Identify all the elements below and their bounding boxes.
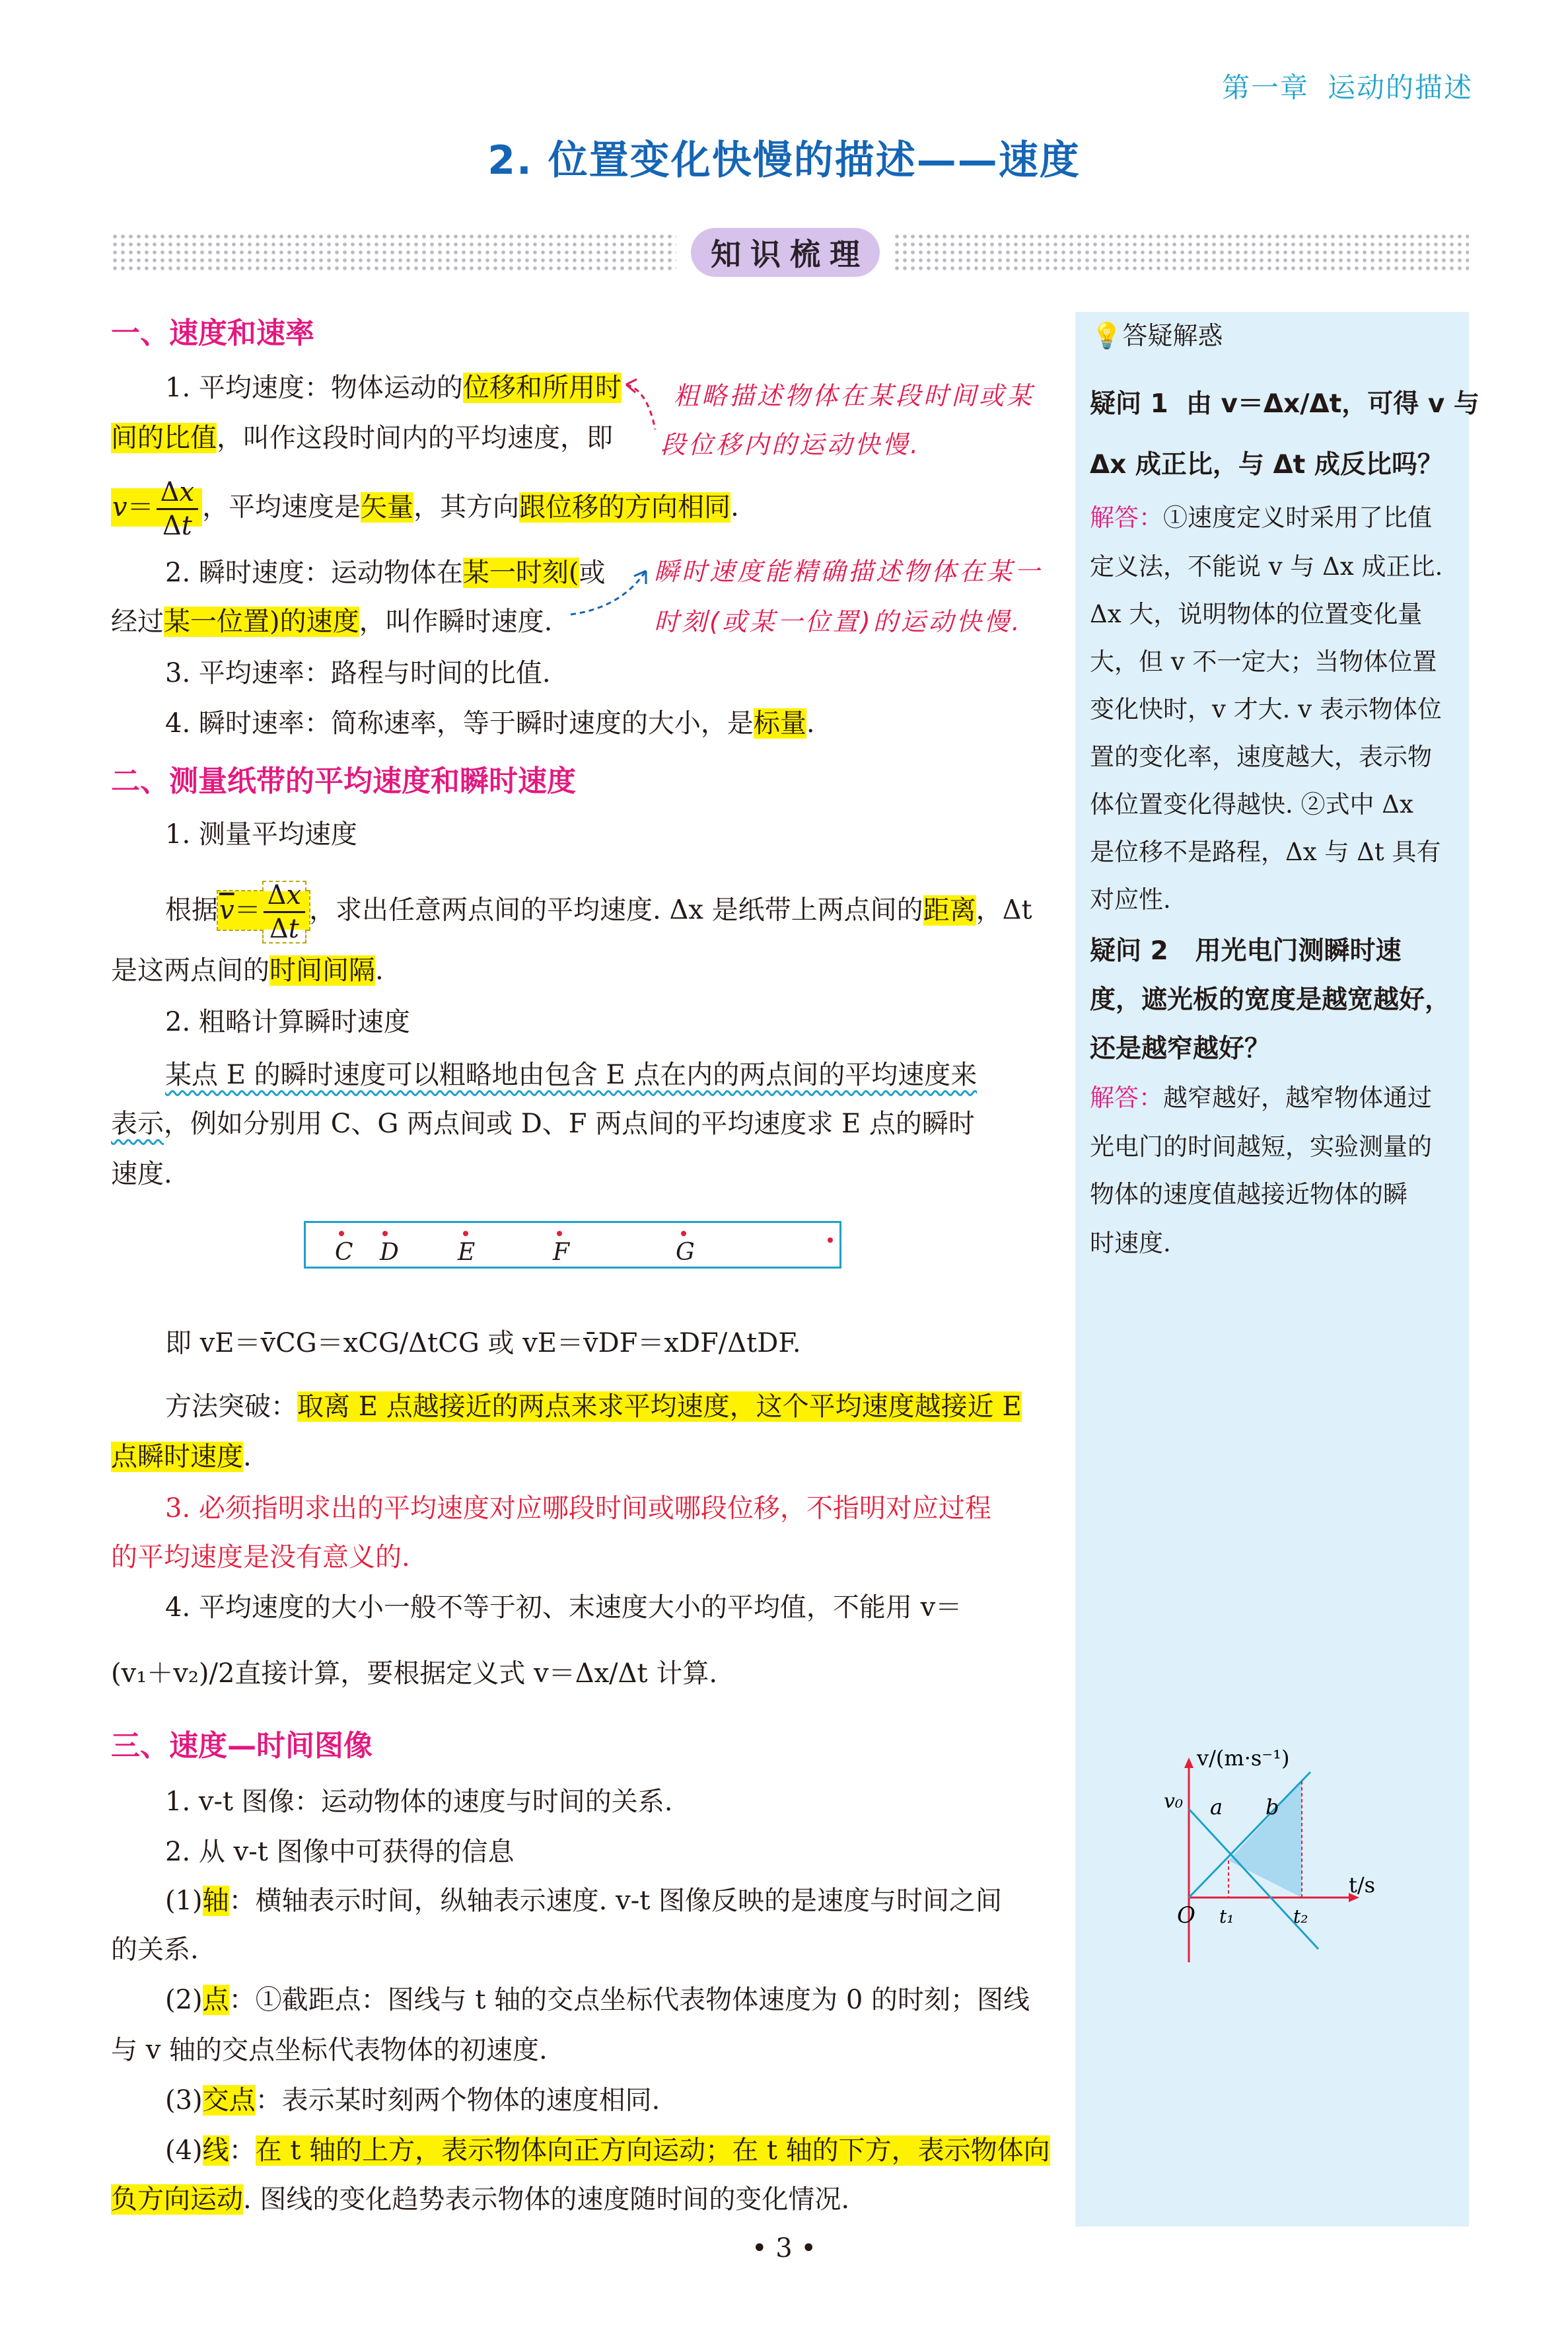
s1-line-6: 3. 平均速率：路程与时间的比值. bbox=[165, 658, 551, 688]
tape-label-F: F bbox=[553, 1239, 569, 1266]
s1-line-2: 间的比值，叫作这段时间内的平均速度，即 bbox=[111, 423, 613, 453]
t1-label: t₁ bbox=[1219, 1905, 1234, 1927]
answer-1-line: Δx 大，说明物体的位置变化量 bbox=[1090, 600, 1423, 628]
v0-label: v₀ bbox=[1164, 1790, 1183, 1813]
note-arrow-2 bbox=[568, 562, 660, 621]
answer-1-line: 变化快时，v 才大. v 表示物体位 bbox=[1090, 695, 1442, 723]
s2-method-line-2: 点瞬时速度. bbox=[111, 1442, 252, 1472]
page-number: • 3 • bbox=[751, 2233, 817, 2264]
sidebar-title: 💡答疑解惑 bbox=[1091, 321, 1223, 350]
v-axis-arrow bbox=[1184, 1757, 1194, 1768]
v-axis-label: v/(m·s⁻¹) bbox=[1197, 1746, 1290, 1771]
dotted-band-right bbox=[893, 233, 1469, 272]
s2-note-line-2: 的平均速度是没有意义的. bbox=[111, 1542, 410, 1572]
tape-label-C: C bbox=[335, 1239, 353, 1266]
tape-dot bbox=[557, 1231, 562, 1236]
s2-caution-line-1: 4. 平均速度的大小一般不等于初、末速度大小的平均值，不能用 v＝ bbox=[165, 1592, 962, 1623]
answer-2-line: 物体的速度值越接近物体的瞬 bbox=[1090, 1180, 1408, 1208]
instant-velocity-equation: 即 vE＝v̄CG＝xCG/ΔtCG 或 vE＝v̄DF＝xDF/ΔtDF. bbox=[165, 1328, 801, 1358]
line-b-label: b bbox=[1265, 1794, 1279, 1820]
section-heading-3: 三、速度—时间图像 bbox=[111, 1729, 373, 1763]
note-arrow-1 bbox=[621, 370, 674, 449]
s3-line-5: (2)点：①截距点：图线与 t 轴的交点坐标代表物体速度为 0 的时刻；图线 bbox=[165, 1985, 1030, 2015]
tape-dot bbox=[828, 1237, 833, 1243]
tape-dot bbox=[681, 1231, 686, 1236]
question-2-line: 还是越窄越好？ bbox=[1090, 1034, 1271, 1064]
s2-line-6: 表示，例如分别用 C、G 两点间或 D、F 两点间的平均速度求 E 点的瞬时 bbox=[111, 1109, 975, 1139]
answer-1-line: 大，但 v 不一定大；当物体位置 bbox=[1090, 647, 1437, 676]
answer-2-line: 光电门的时间越短，实验测量的 bbox=[1090, 1132, 1432, 1161]
s2-line-2: 根据$\overline{v}=$ $\frac{\Delta x}{\Delta t}$ ，求出任意两点间的平均速度. Δx 是纸带上两点间的距离，Δt bbox=[165, 880, 1032, 944]
chapter-number: 第一章 bbox=[1222, 71, 1310, 104]
s1-line-5: 经过某一位置)的速度，叫作瞬时速度. bbox=[111, 607, 553, 637]
lightbulb-icon: 💡 bbox=[1091, 321, 1123, 350]
s2-method-line-1: 方法突破：取离 E 点越接近的两点来求平均速度，这个平均速度越接近 E bbox=[165, 1391, 1022, 1422]
s2-line-4: 2. 粗略计算瞬时速度 bbox=[165, 1007, 410, 1037]
ticker-tape bbox=[304, 1221, 841, 1269]
s3-line-2: 2. 从 v-t 图像中可获得的信息 bbox=[165, 1837, 515, 1867]
question-1: 疑问 1 由 v＝Δx/Δt，可得 v 与 bbox=[1090, 389, 1479, 419]
question-2-line: 度，遮光板的宽度是越宽越好， bbox=[1090, 985, 1451, 1015]
section-badge: 知识梳理 bbox=[691, 228, 880, 277]
s1-line-7: 4. 瞬时速率：简称速率，等于瞬时速度的大小，是标量. bbox=[165, 708, 815, 739]
page-title: 2. 位置变化快慢的描述——速度 bbox=[487, 137, 1081, 184]
t2-label: t₂ bbox=[1293, 1905, 1308, 1927]
answer-1: 解答：①速度定义时采用了比值 bbox=[1090, 503, 1432, 532]
s2-caution-line-2: (v₁＋v₂)/2直接计算，要根据定义式 v＝Δx/Δt 计算. bbox=[111, 1658, 718, 1689]
s3-line-4: 的关系. bbox=[111, 1935, 199, 1965]
dotted-band-left bbox=[111, 233, 676, 272]
tape-label-D: D bbox=[380, 1239, 399, 1266]
origin-label: O bbox=[1177, 1902, 1195, 1929]
line-a-label: a bbox=[1210, 1794, 1223, 1820]
note-inst-velocity-line-2: 时刻(或某一位置)的运动快慢. bbox=[654, 607, 1022, 636]
highlight: 位移和所用时 bbox=[462, 373, 622, 403]
highlight: 间的比值 bbox=[111, 423, 217, 453]
tape-dot bbox=[339, 1231, 344, 1236]
chapter-title: 运动的描述 bbox=[1328, 71, 1474, 104]
answer-1-line: 对应性. bbox=[1090, 885, 1171, 914]
s2-line-3: 是这两点间的时间间隔. bbox=[111, 955, 384, 986]
s1-line-1: 1. 平均速度：物体运动的位移和所用时 bbox=[165, 373, 622, 403]
s1-line-4: 2. 瞬时速度：运动物体在某一时刻(或 bbox=[165, 558, 606, 588]
question-1-cont: Δx 成正比，与 Δt 成反比吗？ bbox=[1090, 450, 1443, 480]
avg-velocity-formula-2: $\overline{v}=$ $\frac{\Delta x}{\Delta t}$ bbox=[218, 891, 309, 930]
s3-line-7: (3)交点：表示某时刻两个物体的速度相同. bbox=[165, 2085, 660, 2116]
s2-note-line-1: 3. 必须指明求出的平均速度对应哪段时间或哪段位移，不指明对应过程 bbox=[165, 1493, 991, 1524]
answer-2-line: 时速度. bbox=[1090, 1229, 1171, 1257]
s3-line-6: 与 v 轴的交点坐标代表物体的初速度. bbox=[111, 2035, 548, 2065]
s3-line-8: (4)线：在 t 轴的上方，表示物体向正方向运动；在 t 轴的下方，表示物体向 bbox=[165, 2135, 1050, 2166]
answer-1-line: 是位移不是路程，Δx 与 Δt 具有 bbox=[1090, 838, 1441, 866]
tape-label-G: G bbox=[676, 1239, 695, 1266]
answer-1-line: 定义法，不能说 v 与 Δx 成正比. bbox=[1090, 552, 1443, 581]
s3-line-9: 负方向运动. 图线的变化趋势表示物体的速度随时间的变化情况. bbox=[111, 2184, 850, 2215]
answer-1-line: 置的变化率，速度越大，表示物 bbox=[1090, 743, 1432, 771]
s1-line-3: v＝ $\frac{\Delta x}{\Delta t}$ ，平均速度是矢量，其方向跟位移的方向相同. bbox=[112, 477, 739, 541]
s3-line-1: 1. v-t 图像：运动物体的速度与时间的关系. bbox=[165, 1787, 673, 1817]
s3-line-3: (1)轴：横轴表示时间，纵轴表示速度. v-t 图像反映的是速度与时间之间 bbox=[165, 1886, 1003, 1916]
note-avg-velocity-line-2: 段位移内的运动快慢. bbox=[660, 430, 921, 459]
section-heading-1: 一、速度和速率 bbox=[111, 316, 314, 350]
s2-line-5: 某点 E 的瞬时速度可以粗略地由包含 E 点在内的两点间的平均速度来 bbox=[165, 1060, 978, 1090]
avg-velocity-formula: v＝ $\frac{\Delta x}{\Delta t}$ bbox=[111, 488, 202, 527]
question-2: 疑问 2 用光电门测瞬时速 bbox=[1090, 936, 1402, 966]
chapter-header bbox=[1222, 66, 1473, 106]
answer-1-line: 体位置变化得越快. ②式中 Δx bbox=[1090, 790, 1413, 819]
t-axis-label: t/s bbox=[1349, 1872, 1376, 1898]
tape-label-E: E bbox=[458, 1239, 476, 1266]
tape-dot bbox=[382, 1231, 388, 1236]
section-heading-2: 二、测量纸带的平均速度和瞬时速度 bbox=[111, 764, 576, 798]
vt-graph bbox=[1136, 1731, 1427, 1969]
note-avg-velocity-line-1: 粗略描述物体在某段时间或某 bbox=[674, 381, 1035, 410]
s2-line-7: 速度. bbox=[111, 1159, 172, 1189]
s2-line-1: 1. 测量平均速度 bbox=[165, 819, 357, 850]
note-inst-velocity-line-1: 瞬时速度能精确描述物体在某一 bbox=[654, 557, 1043, 586]
answer-2: 解答：越窄越好，越窄物体通过 bbox=[1090, 1084, 1432, 1112]
tape-dot bbox=[463, 1231, 468, 1236]
